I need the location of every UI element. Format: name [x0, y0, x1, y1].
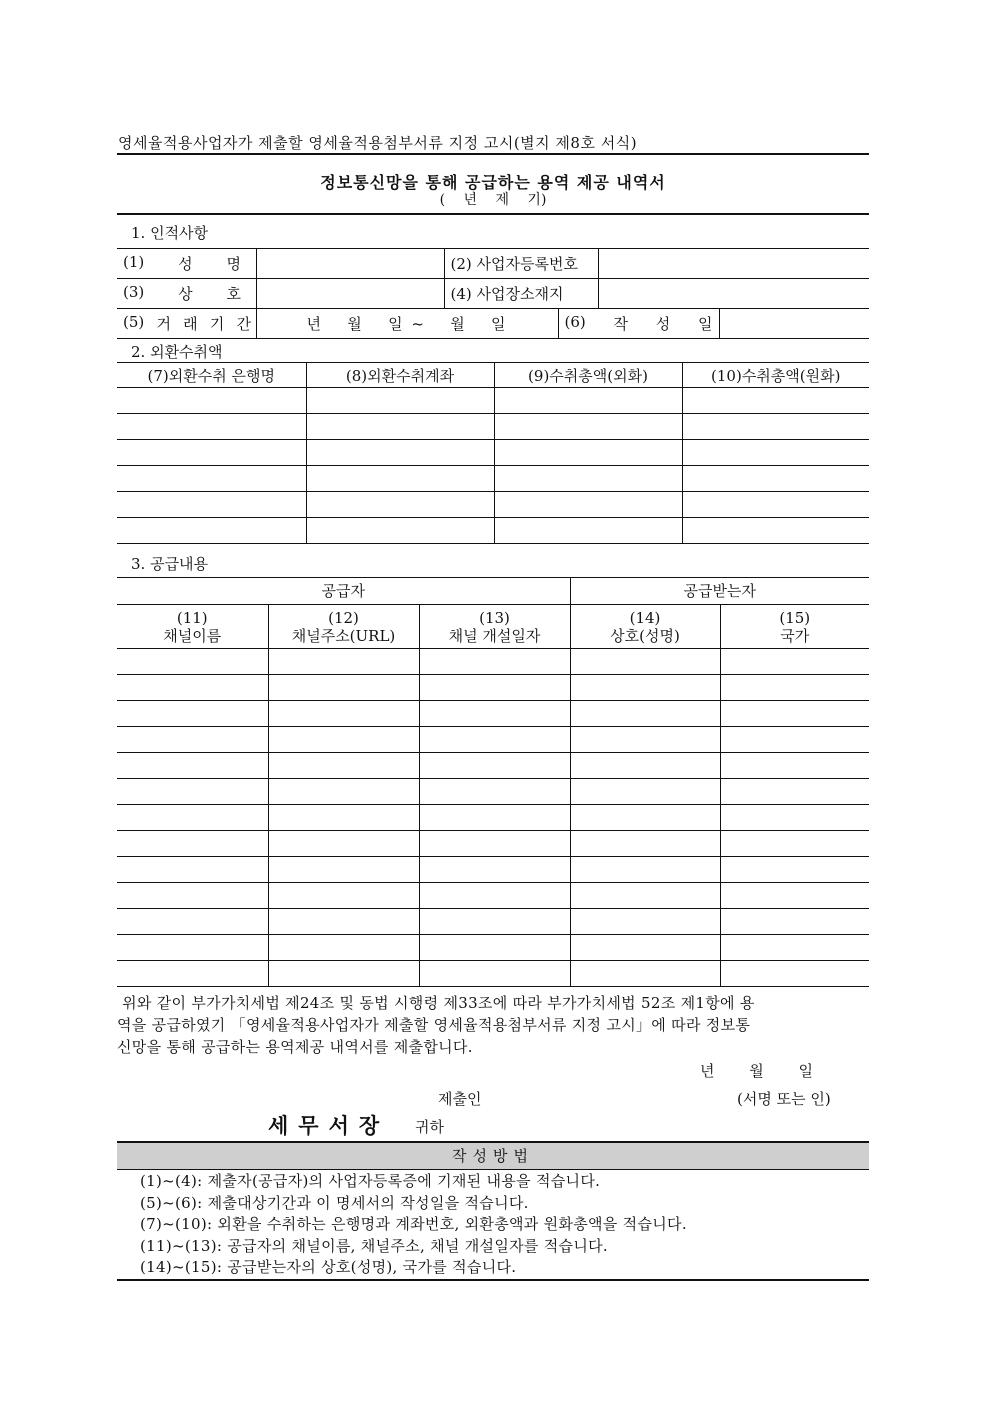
supply-cell[interactable]: [720, 727, 869, 753]
title-rule: [117, 213, 869, 215]
table-row: [117, 675, 869, 701]
name-label: (1) 성 명: [117, 249, 256, 279]
supply-detail-table: [117, 577, 869, 987]
supply-col-header: (13) 채널 개설일자: [419, 605, 570, 649]
submitter-label: 제출인: [438, 1090, 482, 1108]
table-row: [117, 388, 869, 414]
name-field[interactable]: [256, 249, 444, 279]
guide-heading: 작성방법: [117, 1141, 869, 1170]
supply-cell[interactable]: [117, 649, 268, 675]
fx-col-header: (10)수취총액(원화): [682, 363, 869, 388]
guide-item: (7)~(10): 외환을 수취하는 은행명과 계좌번호, 외환총액과 원화총액을 적습니다.: [140, 1215, 687, 1233]
supply-cell[interactable]: [570, 883, 720, 909]
supply-cell[interactable]: [419, 727, 570, 753]
table-row: [117, 831, 869, 857]
table-row: [117, 466, 869, 492]
supply-cell[interactable]: [419, 701, 570, 727]
guide-item: (14)~(15): 공급받는자의 상호(성명), 국가를 적습니다.: [140, 1258, 517, 1276]
supply-cell[interactable]: [117, 883, 268, 909]
trade-name-label: (3) 상 호: [117, 279, 256, 309]
fx-cell[interactable]: [682, 518, 869, 544]
supply-cell[interactable]: [720, 675, 869, 701]
supply-cell[interactable]: [570, 675, 720, 701]
supply-cell[interactable]: [570, 909, 720, 935]
table-row: [117, 440, 869, 466]
table-row: [117, 805, 869, 831]
supply-cell[interactable]: [117, 831, 268, 857]
supply-cell[interactable]: [268, 779, 419, 805]
supply-cell[interactable]: [268, 961, 419, 987]
supply-cell[interactable]: [117, 935, 268, 961]
receiver-group-header: 공급받는자: [570, 578, 869, 605]
supply-cell[interactable]: [570, 935, 720, 961]
fx-cell[interactable]: [682, 492, 869, 518]
supply-cell[interactable]: [419, 831, 570, 857]
supply-cell[interactable]: [419, 805, 570, 831]
fx-cell[interactable]: [117, 414, 306, 440]
supply-cell[interactable]: [570, 961, 720, 987]
fx-cell[interactable]: [306, 414, 494, 440]
fx-cell[interactable]: [117, 440, 306, 466]
fx-cell[interactable]: [117, 388, 306, 414]
table-row: [117, 727, 869, 753]
supply-col-header: (11) 채널이름: [117, 605, 268, 649]
form-title: 정보통신망을 통해 공급하는 용역 제공 내역서: [320, 173, 666, 192]
supply-cell[interactable]: [720, 701, 869, 727]
supply-cell[interactable]: [419, 779, 570, 805]
biz-addr-label: (4) 사업장소재지: [444, 279, 598, 309]
fx-cell[interactable]: [682, 388, 869, 414]
table-row: [117, 883, 869, 909]
fx-cell[interactable]: [306, 440, 494, 466]
fx-cell[interactable]: [494, 518, 682, 544]
table-row: [117, 701, 869, 727]
period-field[interactable]: 년 월 일 ~ 월 일: [256, 309, 558, 339]
fx-col-header: (7)외환수취 은행명: [117, 363, 306, 388]
table-row: [117, 857, 869, 883]
supply-cell[interactable]: [268, 909, 419, 935]
supply-cell[interactable]: [720, 883, 869, 909]
table-row: [117, 909, 869, 935]
fx-cell[interactable]: [682, 466, 869, 492]
supply-cell[interactable]: [117, 727, 268, 753]
supply-cell[interactable]: [720, 649, 869, 675]
supply-cell[interactable]: [268, 727, 419, 753]
table-row: [117, 414, 869, 440]
supply-cell[interactable]: [419, 935, 570, 961]
table-row: [117, 518, 869, 544]
supply-cell[interactable]: [268, 753, 419, 779]
fx-cell[interactable]: [494, 414, 682, 440]
honorific: 귀하: [415, 1118, 444, 1136]
section3-heading: 3. 공급내용: [131, 555, 209, 573]
supply-cell[interactable]: [419, 909, 570, 935]
supply-cell[interactable]: [117, 753, 268, 779]
supply-cell[interactable]: [268, 935, 419, 961]
supply-cell[interactable]: [570, 727, 720, 753]
supply-cell[interactable]: [720, 805, 869, 831]
supply-cell[interactable]: [117, 857, 268, 883]
write-date-label: (6) 작 성 일: [558, 309, 719, 339]
guide-item: (11)~(13): 공급자의 채널이름, 채널주소, 채널 개설일자를 적습니다.: [140, 1236, 608, 1255]
fx-col-header: (9)수취총액(외화): [494, 363, 682, 388]
supply-cell[interactable]: [117, 961, 268, 987]
fx-cell[interactable]: [306, 518, 494, 544]
fx-cell[interactable]: [306, 492, 494, 518]
supply-cell[interactable]: [720, 831, 869, 857]
supply-cell[interactable]: [419, 961, 570, 987]
supply-cell[interactable]: [419, 675, 570, 701]
supplier-group-header: 공급자: [117, 578, 570, 605]
supply-cell[interactable]: [720, 935, 869, 961]
supply-cell[interactable]: [720, 961, 869, 987]
fx-cell[interactable]: [682, 440, 869, 466]
supply-cell[interactable]: [570, 649, 720, 675]
supply-cell[interactable]: [720, 779, 869, 805]
fx-cell[interactable]: [306, 466, 494, 492]
section1-heading: 1. 인적사항: [131, 224, 209, 242]
fx-cell[interactable]: [494, 492, 682, 518]
fx-cell[interactable]: [494, 440, 682, 466]
supply-cell[interactable]: [117, 701, 268, 727]
supply-cell[interactable]: [117, 909, 268, 935]
fx-cell[interactable]: [117, 492, 306, 518]
fx-cell[interactable]: [682, 414, 869, 440]
supply-cell[interactable]: [117, 805, 268, 831]
supply-cell[interactable]: [419, 753, 570, 779]
fx-cell[interactable]: [494, 388, 682, 414]
fx-cell[interactable]: [117, 466, 306, 492]
supply-cell[interactable]: [268, 805, 419, 831]
supply-cell[interactable]: [570, 831, 720, 857]
trade-name-field[interactable]: [256, 279, 444, 309]
fx-receipt-table: [117, 362, 869, 544]
supply-cell[interactable]: [268, 701, 419, 727]
biz-reg-field[interactable]: [598, 249, 869, 279]
fx-cell[interactable]: [117, 518, 306, 544]
fx-col-header: (8)외환수취계좌: [306, 363, 494, 388]
supply-cell[interactable]: [570, 805, 720, 831]
supply-cell[interactable]: [268, 883, 419, 909]
table-row: [117, 779, 869, 805]
table-row: [117, 753, 869, 779]
supply-cell[interactable]: [268, 649, 419, 675]
supply-col-header: (12) 채널주소(URL): [268, 605, 419, 649]
supply-cell[interactable]: [268, 831, 419, 857]
supply-cell[interactable]: [117, 779, 268, 805]
submission-date: 년 월 일: [700, 1062, 814, 1080]
supply-cell[interactable]: [720, 909, 869, 935]
supply-cell[interactable]: [570, 857, 720, 883]
guide-item: (5)~(6): 제출대상기간과 이 명세서의 작성일을 적습니다.: [140, 1193, 529, 1212]
period-label: (5) 거 래 기 간: [117, 309, 256, 339]
table-row: [117, 649, 869, 675]
biz-addr-field[interactable]: [598, 279, 869, 309]
biz-reg-label: (2) 사업자등록번호: [444, 249, 598, 279]
top-rule: [117, 153, 869, 155]
supply-cell[interactable]: [419, 649, 570, 675]
tax-office-title: 세무서장: [268, 1113, 390, 1138]
supply-cell[interactable]: [570, 701, 720, 727]
section2-heading: 2. 외환수취액: [131, 343, 223, 361]
supply-col-header: (14) 상호(성명): [570, 605, 720, 649]
supply-cell[interactable]: [268, 857, 419, 883]
supply-cell[interactable]: [117, 675, 268, 701]
table-row: [117, 492, 869, 518]
table-row: [117, 961, 869, 987]
guide-item: (1)~(4): 제출자(공급자)의 사업자등록증에 기재된 내용을 적습니다.: [140, 1172, 601, 1190]
supply-cell[interactable]: [419, 857, 570, 883]
supply-cell[interactable]: [570, 779, 720, 805]
bottom-rule: [117, 1279, 869, 1281]
supply-cell[interactable]: [570, 753, 720, 779]
personal-info-table: [117, 248, 869, 339]
write-date-field[interactable]: [719, 309, 869, 339]
supply-cell[interactable]: [419, 883, 570, 909]
fx-cell[interactable]: [306, 388, 494, 414]
form-header-note: 영세율적용사업자가 제출할 영세율적용첨부서류 지정 고시(별지 제8호 서식): [118, 134, 638, 152]
guide-list: [140, 1171, 687, 1279]
fx-cell[interactable]: [494, 466, 682, 492]
form-subtitle: ( 년 제 기): [439, 192, 547, 208]
supply-col-header: (15) 국가: [720, 605, 869, 649]
signature-label: (서명 또는 인): [737, 1090, 831, 1108]
supply-cell[interactable]: [720, 753, 869, 779]
supply-cell[interactable]: [268, 675, 419, 701]
table-row: [117, 935, 869, 961]
supply-cell[interactable]: [720, 857, 869, 883]
declaration-text: 위와 같이 부가가치세법 제24조 및 동법 시행령 제33조에 따라 부가가치세법 52조 제1항에 용 역을 공급하였기 「영세율적용사업자가 제출할 영세율적용첨부서류 지정 고시」에 따라 정보통 신망을 통해 공급하는 용역제공 내역서를 제출합니다.: [117, 994, 755, 1056]
